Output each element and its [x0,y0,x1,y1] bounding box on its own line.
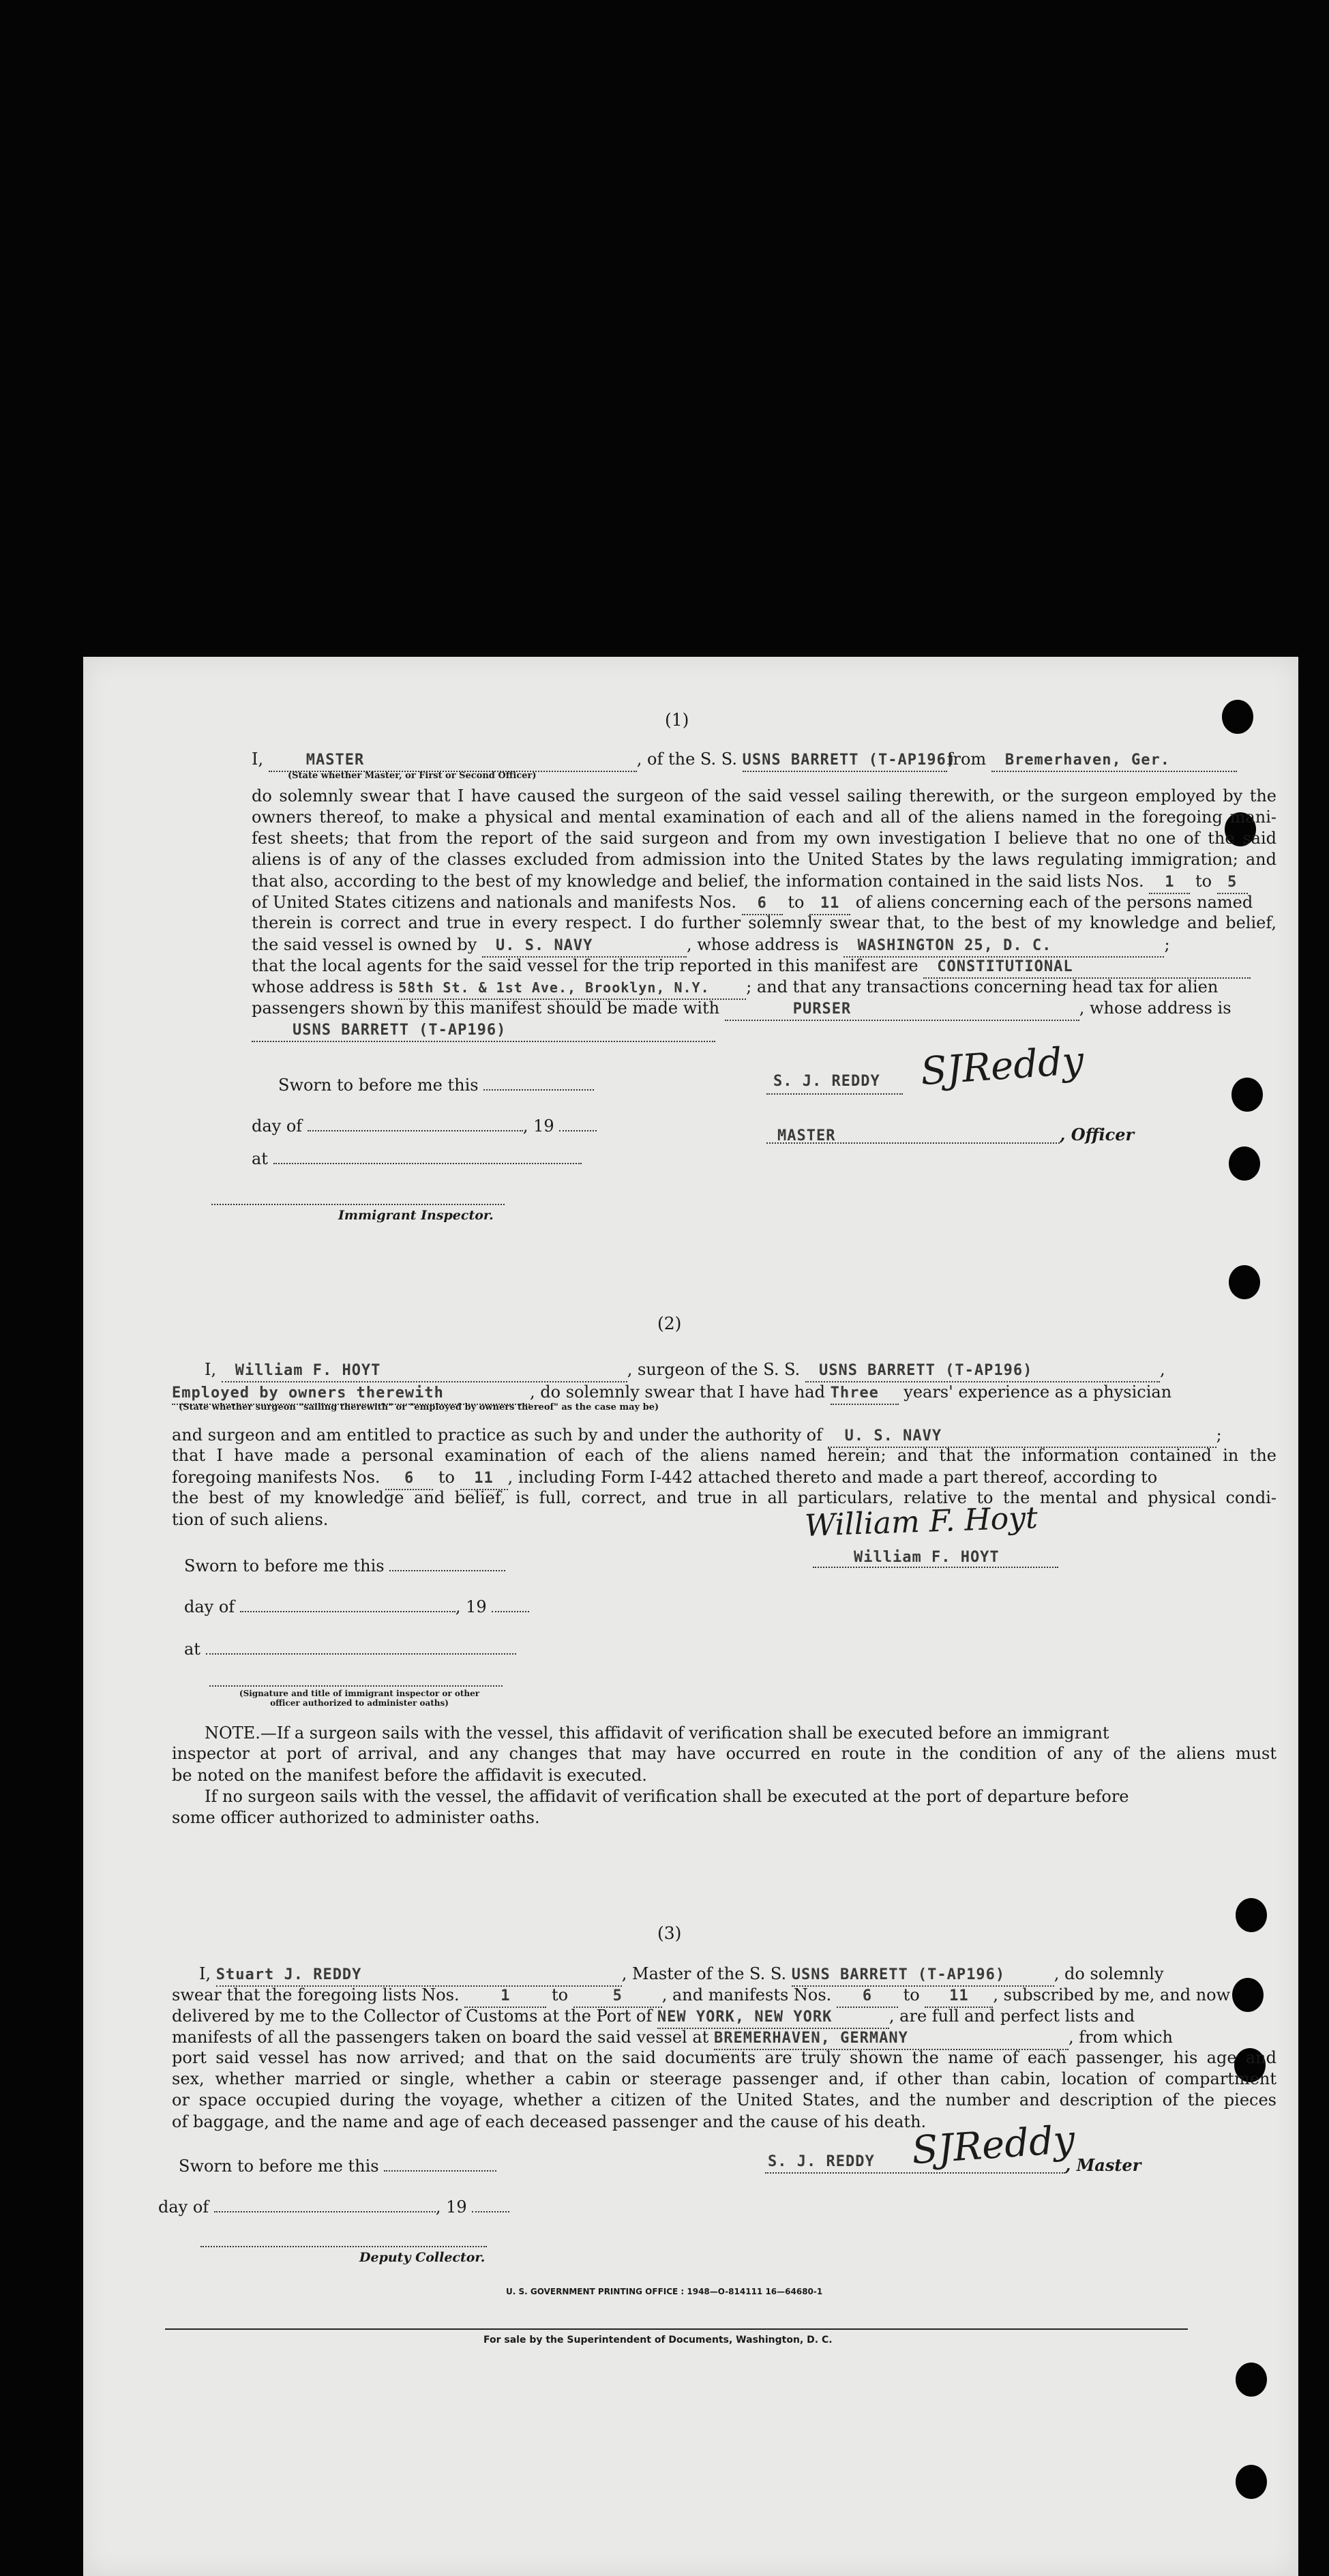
manifests-text: manifests of all the passengers taken on board the said vessel at [172,2028,709,2047]
sworn-line [278,1075,594,1096]
officer-title: MASTER [777,1127,836,1144]
pronoun: I, [252,750,264,769]
printing-office: U. S. GOVERNMENT PRINTING OFFICE : 1948—O-814111 16—64680-1 [506,2287,823,2296]
subscribed-text: , subscribed by me, and now [993,1985,1231,2004]
para-line: fest sheets; that from the report of the said surgeon and from my own investigation I believe that no one of the said [252,829,1276,848]
vessel-name: USNS BARRETT (T-AP196) [791,1966,1006,1983]
section-number: (1) [665,710,689,730]
manifest-affidavit-page [83,657,1298,2576]
departure-port-line [172,2027,1173,2050]
manifest-from: 6 [404,1470,415,1487]
manifest-to: 11 [949,1987,969,2004]
day-line [158,2197,509,2218]
day-of-text: day of [158,2197,209,2217]
owner-address: WASHINGTON 25, D. C. [857,937,1052,954]
tax-address-line [252,1019,715,1042]
practice-authority: U. S. NAVY [844,1427,942,1445]
note-label: NOTE. [205,1723,260,1743]
punch-hole [1222,700,1253,734]
master-of-text: , Master of the S. S. [621,1964,787,1983]
pronoun: I, [205,1360,217,1379]
para-line: port said vessel has now arrived; and that on the said documents are truly shown the name of each passenger, his age and [172,2048,1276,2067]
signature-note: (Signature and title of immigrant inspector or other officer authorized to administer oaths) [239,1689,480,1708]
note-line [205,1723,1109,1744]
address-label: whose address is [252,977,393,996]
of-ss-text: , of the S. S. [636,750,737,769]
note-text: some officer authorized to administer oaths. [172,1808,540,1827]
para-line: tion of such aliens. [172,1510,329,1529]
at-line [184,1639,516,1660]
to-text: to [438,1468,455,1487]
swear-text: , do solemnly swear that I have had [530,1382,825,1402]
sworn-line [184,1556,505,1577]
master-name: Stuart J. REDDY [215,1966,362,1983]
surgeon-of-text: , surgeon of the S. S. [627,1360,801,1379]
surgeon-manifest-line [172,1467,1157,1490]
manifest-to: 11 [820,895,840,912]
year-text: , 19 [455,1597,487,1616]
para-line: therein is correct and true in every respect. I do further solemnly swear that, to the best of my knowledge and belief, [252,913,1276,932]
practice-text: and surgeon and am entitled to practice as such by and under the authority of [172,1425,822,1445]
section-number: (2) [657,1314,682,1333]
note-text: inspector at port of arrival, and any changes that may have occurred en route in the condition of any of the aliens must [172,1744,1276,1763]
punch-hole [1229,1265,1260,1299]
signer-typed-name: S. J. REDDY [773,1073,880,1090]
lists-line [172,1985,1230,2008]
agent-address: 58th St. & 1st Ave., Brooklyn, N.Y. [398,979,710,996]
para-line: aliens is of any of the classes excluded from admission into the United States by the laws regulating immigration; and [252,850,1276,869]
officer-rank: MASTER [305,752,365,769]
vessel-name: USNS BARRETT (T-AP196) [818,1362,1033,1379]
agents-line [252,956,1251,979]
at-text: at [252,1149,268,1168]
manifests-line [252,892,1253,915]
collector-label: Deputy Collector. [359,2250,486,2265]
para-line: owners thereof, to make a physical and mental examination of each and all of the aliens named in the foregoing mani- [252,808,1276,827]
head-tax-text: and that any transactions concerning head tax for alien [756,977,1219,996]
day-line [184,1597,529,1618]
agent-address-line: whose address is 58th St. & 1st Ave., Brooklyn, N.Y. ; and that any transactions concerning head tax for alien [252,977,1218,1000]
at-text: at [184,1640,200,1659]
year-text: , 19 [435,2197,467,2217]
sworn-text: Sworn to before me this [278,1076,479,1095]
address-label: , whose address is [686,935,839,954]
surgeon-name: William F. HOYT [235,1362,381,1379]
manifest-from: 6 [757,895,767,912]
aliens-text: of aliens concerning each of the persons named [855,893,1253,912]
day-of-text: day of [252,1116,303,1136]
from-which-text: , from which [1068,2028,1173,2047]
tax-address: USNS BARRETT (T-AP196) [293,1022,507,1039]
passengers-text: passengers shown by this manifest should be made with [252,998,720,1018]
pronoun: I, [199,1964,211,1983]
solemnly-text: , do solemnly [1054,1964,1164,1983]
tax-contact-line [252,998,1231,1021]
surgeon-typed-name: William F. HOYT [854,1549,1000,1566]
full-lists-text: , are full and perfect lists and [889,2007,1135,2026]
year-text: , 19 [522,1116,554,1136]
lists-to: 5 [612,1987,623,2004]
authority-line: and surgeon and am entitled to practice as such by and under the authority of U. S. NAVY ; [172,1425,1222,1448]
surgeon-line: I, William F. HOYT , surgeon of the S. S. USNS BARRETT (T-AP196) , [205,1359,1165,1382]
swear-lists-text: swear that the foregoing lists Nos. [172,1985,460,2004]
owner-line: the said vessel is owned by U. S. NAVY , whose address is WASHINGTON 25, D. C. ; [252,934,1170,958]
foregoing-text: foregoing manifests Nos. [172,1468,380,1487]
address-label: , whose address is [1079,998,1231,1018]
sworn-text: Sworn to before me this [184,1556,385,1575]
lists-to: 5 [1227,874,1238,891]
punch-hole [1229,1146,1260,1181]
master-line [199,1964,1164,1987]
owned-by-text: the said vessel is owned by [252,935,477,954]
arrival-port: NEW YORK, NEW YORK [657,2009,833,2026]
inspector-label: Immigrant Inspector. [338,1208,494,1223]
state-note: (State whether surgeon "sailing therewith" or "employed by owners thereof" as the case may be) [179,1402,659,1412]
lists-from: 1 [1165,874,1175,891]
day-of-text: day of [184,1597,235,1616]
note-text: If no surgeon sails with the vessel, the affidavit of verification shall be executed at the port of departure before [205,1787,1129,1806]
para-line: of baggage, and the name and age of each deceased passenger and the cause of his death. [172,2112,927,2131]
master-signature: SJReddy [919,1038,1086,1095]
surgeon-signature: William F. Hoyt [804,1500,1039,1543]
punch-hole [1236,2465,1267,2499]
to-text: to [903,1985,920,2004]
departure-port: Bremerhaven, Ger. [1004,752,1170,769]
affidavit-opening [252,749,1237,772]
to-text: to [551,1985,569,2004]
manifests-text: , and manifests Nos. [661,1985,832,2004]
manifest-from: 6 [862,1987,873,2004]
lists-line [252,871,1248,894]
owner-name: U. S. NAVY [495,937,593,954]
departure-port: BREMERHAVEN, GERMANY [713,2030,908,2047]
sworn-line [179,2156,496,2177]
punch-hole [1236,1898,1267,1932]
to-text: to [1195,872,1212,891]
day-line [252,1116,597,1137]
to-text: to [788,893,805,912]
punch-hole [1232,1978,1264,2012]
para-line: the best of my knowledge and belief, is full, correct, and true in all particulars, relative to the mental and physical condi- [172,1488,1276,1507]
lists-from: 1 [501,1987,511,2004]
para-line: or space occupied during the voyage, whether a citizen of the United States, and the number and description of the pieces [172,2090,1276,2109]
for-sale-note: For sale by the Superintendent of Documents, Washington, D. C. [483,2335,833,2345]
section-number: (3) [657,1923,682,1943]
state-note: (State whether Master, or First or Second Officer) [288,771,537,781]
sworn-text: Sworn to before me this [179,2157,379,2176]
manifests-text: of United States citizens and nationals and manifests Nos. [252,893,737,912]
vessel-name: USNS BARRETT (T-AP196) [742,752,957,769]
note-text: —If a surgeon sails with the vessel, this affidavit of verification shall be executed before an immigrant [260,1723,1109,1743]
employment-status: Employed by owners therewith [172,1385,444,1402]
local-agents: CONSTITUTIONAL [937,958,1073,975]
signer-typed-name: S. J. REDDY [768,2153,875,2170]
para-line: sex, whether married or single, whether a cabin or steerage passenger and, if other than cabin, location of compartment [172,2069,1276,2088]
delivered-text: delivered by me to the Collector of Customs at the Port of [172,2007,653,2026]
master-label: , Master [1065,2155,1141,2175]
master-signature: SJReddy [910,2117,1077,2174]
para-line: that also, according to the best of my knowledge and belief, the information contained in the said lists Nos. [252,872,1144,891]
officer-label: , Officer [1060,1125,1135,1144]
para-line: do solemnly swear that I have caused the surgeon of the said vessel sailing therewith, or the surgeon employed by the [252,786,1276,805]
manifest-to: 11 [474,1470,494,1487]
years-experience: Three [830,1385,879,1402]
from-text: from [946,750,987,769]
arrival-port-line [172,2006,1135,2029]
form-text: , including Form I-442 attached thereto and made a part thereof, according to [507,1468,1158,1487]
para-line: that I have made a personal examination of each of the aliens named herein; and that the information contained in the [172,1446,1276,1465]
note-text: be noted on the manifest before the affidavit is executed. [172,1766,647,1785]
agents-text: that the local agents for the said vessel for the trip reported in this manifest are [252,956,919,975]
at-line [252,1149,582,1170]
years-text: years' experience as a physician [904,1382,1172,1402]
tax-contact: PURSER [792,1001,852,1018]
punch-hole [1236,2363,1267,2397]
employment-line [172,1382,1171,1405]
punch-hole [1231,1078,1263,1112]
